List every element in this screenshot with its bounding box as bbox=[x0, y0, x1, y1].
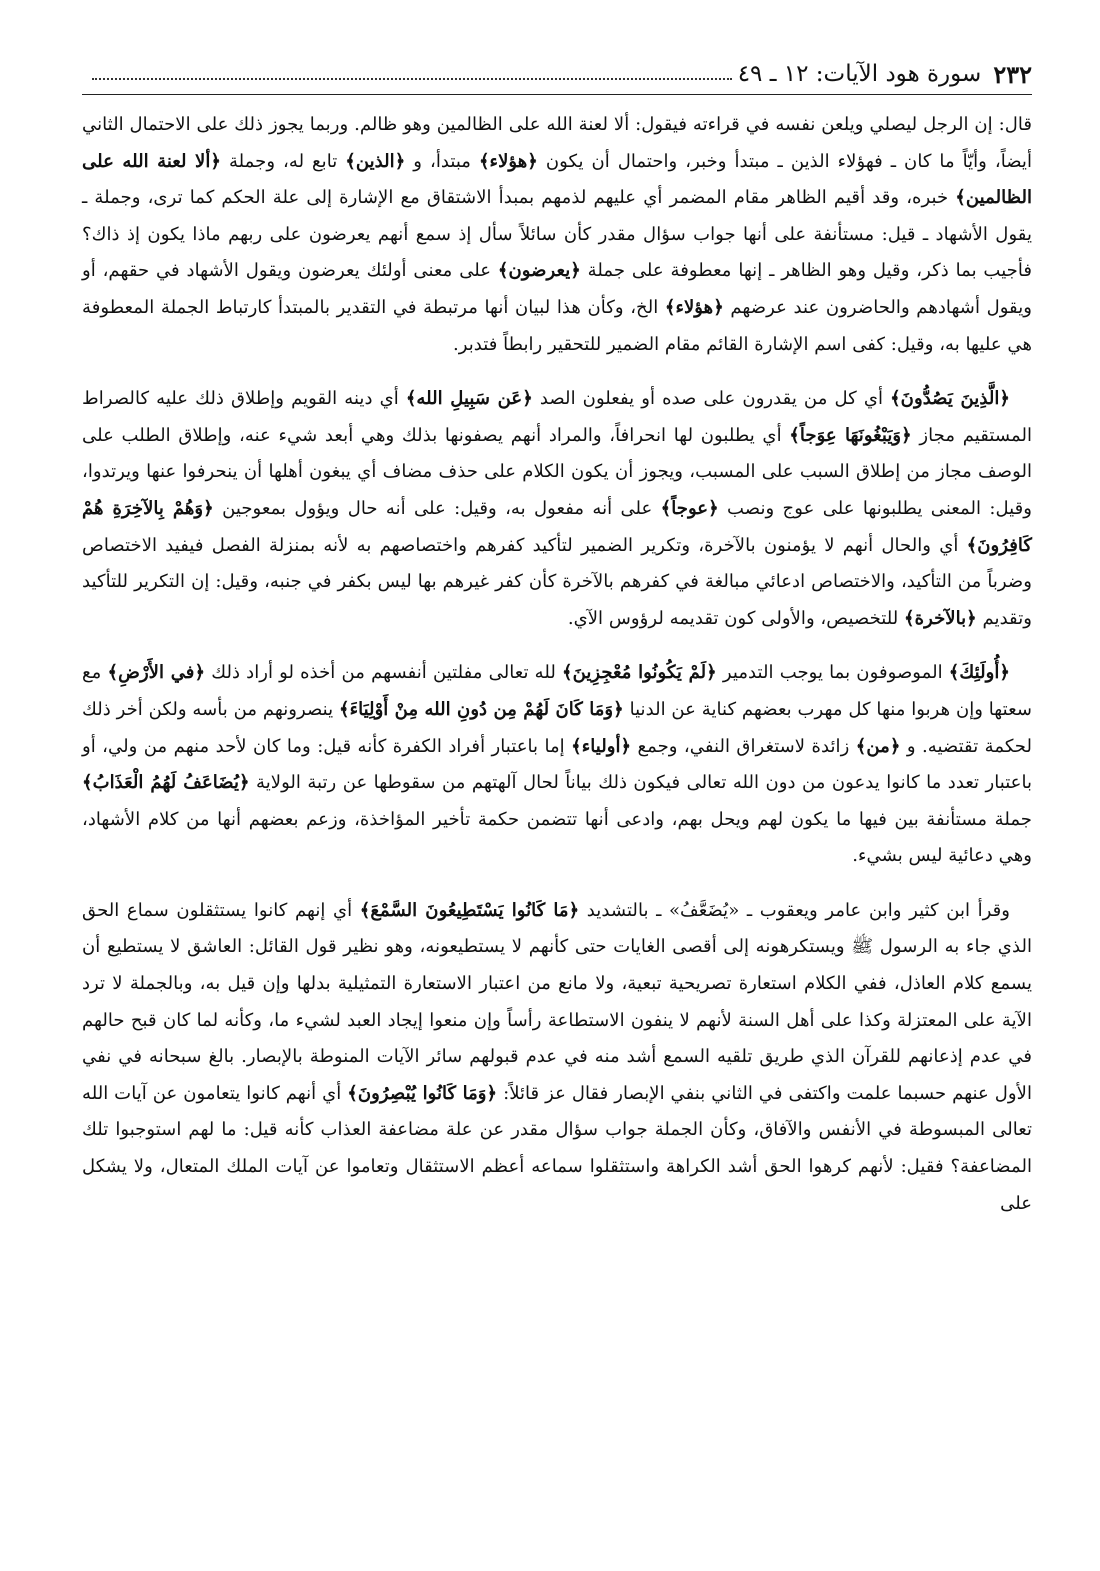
commentary-text: أي أنهم كانوا يتعامون عن آيات الله تعالى المبسوطة في الأنفس والآفاق، وكأن الجملة جواب سؤال مقدر عن علة مضاعفة العذاب كأنه قيل: ما لهم استوجبوا تلك المضاعفة؟ فقيل: لأنهم كرهوا الحق أشد الكراهة واستثقلوا سماعه أعظم الاستثقال وتعاموا عن آيات الملك المتعال، ولا يشكل على bbox=[82, 1082, 1032, 1214]
running-head bbox=[82, 54, 1032, 95]
paragraph bbox=[82, 655, 1032, 875]
quranic-quote: ﴿بالآخرة﴾ bbox=[904, 607, 977, 629]
quranic-quote: ﴿وَمَا كَانُوا يُبْصِرُونَ﴾ bbox=[347, 1082, 498, 1104]
quranic-quote: ﴿من﴾ bbox=[855, 735, 901, 757]
commentary-text: ينصرونهم من بأسه ولكن أخر ذلك لحكمة تقتضيه. و bbox=[82, 698, 1033, 757]
commentary-text: زائدة لاستغراق النفي، وجمع bbox=[631, 735, 856, 757]
commentary-text: قال: إن الرجل ليصلي ويلعن نفسه في قراءته فيقول: ألا لعنة الله على الظالمين وهو ظالم. وربما يجوز ذلك على الاحتمال الثاني أيضاً، وأيّاً ما كان ـ فهؤلاء الذين ـ مبتدأ وخبر، واحتمال أن يكون bbox=[82, 114, 1032, 172]
page-number: ٢٣٢ bbox=[993, 59, 1032, 89]
quranic-quote: ﴿يُضَاعَفُ لَهُمُ الْعَذَابُ﴾ bbox=[82, 772, 250, 794]
quranic-quote: ﴿هؤلاء﴾ bbox=[664, 296, 724, 318]
quranic-quote: ﴿مَا كَانُوا يَسْتَطِيعُونَ السَّمْعَ﴾ bbox=[359, 899, 580, 921]
paragraph bbox=[82, 381, 1032, 637]
commentary-text: على أنه مفعول به، وقيل: على أنه حال ويؤول بمعوجين bbox=[213, 497, 661, 519]
commentary-text: أي والحال أنهم لا يؤمنون بالآخرة، وتكرير الضمير لتأكيد كفرهم واختصاصهم به لأنه بمنزلة الفصل فيفيد الاختصاص وضرباً من التأكيد، والاختصاص ادعائي مبالغة في كفرهم بالآخرة كأن كفر غيرهم بها ليس بكفر في جنبه، وقيل: إن التكرير للتأكيد وتقديم bbox=[82, 534, 1032, 629]
commentary-text: إما باعتبار أفراد الكفرة كأنه قيل: وما كان لأحد منهم من ولي، أو باعتبار تعدد ما كانوا يدعون من دون الله تعالى فيكون ذلك بياناً لحال آلهتهم من سقوطها عن رتبة الولاية bbox=[82, 735, 1033, 794]
quranic-quote: ﴿عَن سَبِيلِ الله﴾ bbox=[405, 388, 533, 410]
leader-dots bbox=[92, 78, 732, 80]
commentary-text: مبتدأ، و bbox=[405, 150, 479, 172]
commentary-text: أي يطلبون لها انحرافاً، والمراد أنهم يصفونها بذلك وهي أبعد شيء عنه، وإطلاق الطلب على الوصف مجاز من إطلاق السبب على المسبب، ويجوز أن يكون الكلام على حذف مضاف أي يبغون أهلها أن ينحرفوا عنها ويرتدوا، وقيل: المعنى يطلبونها على عوج ونصب bbox=[82, 424, 1032, 519]
quranic-quote: ﴿وَهُمْ بِالآخِرَةِ هُمْ كَافِرُونَ﴾ bbox=[82, 497, 1032, 556]
quranic-quote: ﴿أُولَئِكَ﴾ bbox=[948, 662, 1010, 684]
quranic-quote: ﴿يعرضون﴾ bbox=[497, 260, 581, 282]
commentary-text: أي دينه القويم وإطلاق ذلك عليه كالصراط المستقيم مجاز bbox=[82, 388, 1032, 446]
quranic-quote: ﴿هؤلاء﴾ bbox=[478, 150, 538, 172]
commentary-text: للتخصيص، والأولى كون تقديمه لرؤوس الآي. bbox=[567, 607, 904, 629]
commentary-text: وقرأ ابن كثير وابن عامر ويعقوب ـ «يُضَعَّفُ» ـ بالتشديد bbox=[579, 899, 1011, 921]
paragraph bbox=[82, 893, 1032, 1222]
quranic-quote: ﴿أولياء﴾ bbox=[571, 735, 632, 757]
quranic-quote: ﴿الَّذِينَ يَصُدُّونَ﴾ bbox=[890, 388, 1010, 410]
paragraph bbox=[82, 107, 1032, 363]
commentary-text: مع سعتها وإن هربوا منها كل مهرب بعضهم كناية عن الدنيا bbox=[82, 662, 1032, 720]
quranic-quote: ﴿عوجاً﴾ bbox=[660, 497, 719, 519]
quranic-quote: ﴿في الأَرْضِ﴾ bbox=[107, 662, 206, 684]
quranic-quote: ﴿وَيَبْغُونَهَا عِوَجاً﴾ bbox=[789, 424, 912, 446]
commentary-text: الخ، وكأن هذا لبيان أنها مرتبطة في التقدير بالمبتدأ كارتباط الجملة المعطوفة هي عليها به، وقيل: كفى اسم الإشارة القائم مقام الضمير للتحقير رابطاً فتدبر. bbox=[82, 296, 1032, 355]
quranic-quote: ﴿لَمْ يَكُونُوا مُعْجِزِينَ﴾ bbox=[561, 662, 717, 684]
quranic-quote: ﴿ألا لعنة الله على الظالمين﴾ bbox=[82, 150, 1032, 209]
commentary-text: لله تعالى مفلتين أنفسهم من أخذه لو أراد ذلك bbox=[205, 662, 562, 684]
commentary-text: أي كل من يقدرون على صده أو يفعلون الصد bbox=[532, 388, 891, 410]
body-text bbox=[82, 107, 1032, 1222]
commentary-text: أي إنهم كانوا يستثقلون سماع الحق الذي جاء به الرسول ﷺ ويستكرهونه إلى أقصى الغايات حتى كأنهم لا يستطيعونه، وهو نظير قول القائل: العاشق لا يستطيع أن يسمع كلام العاذل، ففي الكلام استعارة تصريحية تبعية، ولا مانع من اعتبار الاستعارة التمثيلية بدلها وإن قيل به، وبالجملة لا ترد الآية على المعتزلة وكذا على أهل السنة لأنهم لا ينفون الاستطاعة رأساً وإن منعوا إيجاد العبد لشيء ما، وكأنه لما كان قبح حالهم في عدم إذعانهم للقرآن الذي طريق تلقيه السمع أشد منه في عدم قبولهم سائر الآيات المنوطة بالإبصار. بالغ سبحانه في نفي الأول عنهم حسبما علمت واكتفى في الثاني بنفي الإبصار فقال عز قائلاً: bbox=[82, 899, 1032, 1104]
commentary-text: جملة مستأنفة بين فيها ما يكون لهم ويحل بهم، وادعى أنها تتضمن حكمة تأخير المؤاخذة، وزعم بعضهم أنها من كلام الأشهاد، وهي دعائية ليس بشيء. bbox=[82, 808, 1032, 867]
commentary-text: الموصوفون بما يوجب التدمير bbox=[716, 662, 949, 684]
book-page bbox=[82, 54, 1032, 1544]
commentary-text: خبره، وقد أقيم الظاهر مقام المضمر أي عليهم لذمهم بمبدأ الاشتقاق مع الإشارة إلى علة الحكم كما ترى، وجملة ـ يقول الأشهاد ـ قيل: مستأنفة على أنها جواب سؤال مقدر كأن سائلاً سأل إذ سمع أنهم يعرضون على ربهم ماذا يكون إذ ذاك؟ فأجيب بما ذكر، وقيل وهو الظاهر ـ إنها معطوفة على جملة bbox=[82, 187, 1033, 282]
commentary-text: على معنى أولئك يعرضون ويقول الأشهاد في حقهم، أو ويقول أشهادهم والحاضرون عند عرضهم bbox=[82, 260, 1032, 318]
commentary-text: تابع له، وجملة bbox=[221, 150, 346, 172]
quranic-quote: ﴿الذين﴾ bbox=[345, 150, 406, 172]
surah-reference: سورة هود الآيات: ١٢ ـ ٤٩ bbox=[737, 61, 982, 87]
quranic-quote: ﴿وَمَا كَانَ لَهُمْ مِن دُونِ الله مِنْ أَوْلِيَاءَ﴾ bbox=[338, 698, 624, 720]
